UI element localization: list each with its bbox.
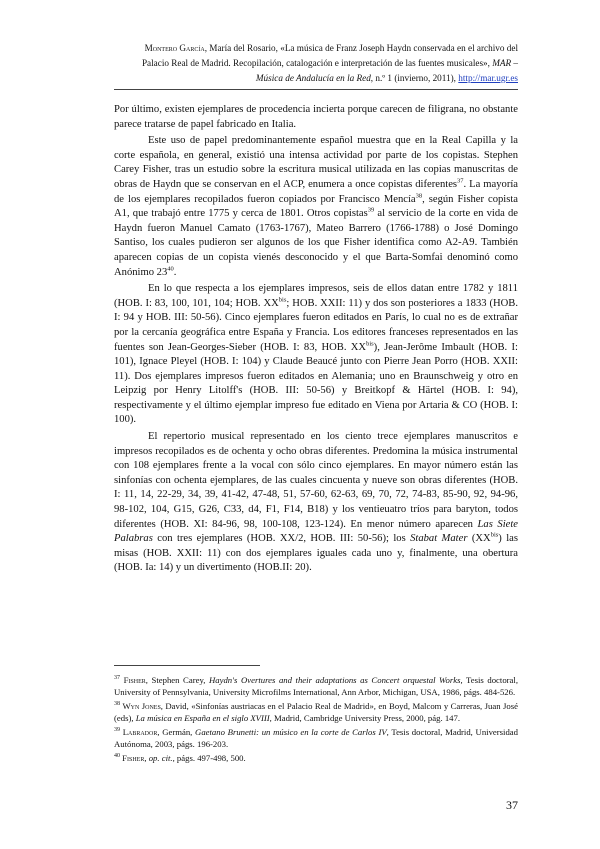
footnote-number: 39 xyxy=(114,726,120,733)
footnote-ref-39[interactable]: 39 xyxy=(367,206,375,214)
footnote-ref-38[interactable]: 38 xyxy=(415,192,423,200)
footnote-text: , David, «Sinfonías austriacas en el Palacio Real de Madrid», en Boyd, Malcom y Carreras, Juan José (eds), xyxy=(114,700,518,723)
superscript-bis: bis xyxy=(490,531,499,539)
header-divider xyxy=(114,89,518,90)
footnote-author: Wyn Jones xyxy=(122,700,161,711)
footnote-text: , Madrid, Cambridge University Press, 2000, pág. 147. xyxy=(269,712,461,723)
paragraph-3-text-c: ), Jean-Jerôme Imbault (HOB. I: 101), Ignace Pleyel (HOB. I: 104) y Claude Beaucé junto con Pierre Jean Porro (HOB. XXII: 11). Dos ejemplares impresos fueron editados en Alemania; uno en Braunschweig y otro en Leipzig por Henry Litolff's (HOB. III: 50-56) y Breitkopf & Härtel (HOB. I: 94), respectivamente y el último ejemplar impreso fue editado en Viena por Artaria & CO (HOB. I: 100). xyxy=(114,341,518,426)
running-header xyxy=(124,41,518,86)
footnote-divider xyxy=(114,665,260,666)
paragraph-2-text-a: Este uso de papel predominantemente español muestra que en la Real Capilla y la corte española, en general, existió una intensa actividad por parte de los copistas. Stephen Carey Fisher, tras un estudio sobre la escritura musical utilizada en las copias manuscritas de obras de Haydn que se conservan en el ACP, enumera a once copistas diferentes xyxy=(114,135,518,190)
paragraph-4 xyxy=(114,430,518,576)
footnote-title: La música en España en el siglo XVIII xyxy=(135,712,270,723)
footnote-number: 37 xyxy=(114,675,120,681)
work-title-stabat-mater: Stabat Mater xyxy=(410,533,468,545)
header-citation-start: , María del Rosario, «La música de Franz Joseph Haydn conservada en el archivo del Palacio Real de Madrid. Recopilación, catalogación e interpretación de las fuentes musicales», xyxy=(141,43,518,68)
paragraph-1-text: Por último, existen ejemplares de procedencia incierta porque carecen de filigrana, no obstante parece tratarse de papel fabricado en Italia. xyxy=(114,104,518,130)
footnote-title: Haydn's Overtures and their adaptations as Concert orquestal Works xyxy=(208,674,461,685)
footnote-text: , Stephen Carey, xyxy=(145,674,209,685)
footnote-text: , xyxy=(144,752,149,763)
page-number: 37 xyxy=(506,798,518,812)
footnote-author: Fisher xyxy=(122,752,145,763)
footnote-38 xyxy=(114,698,518,724)
footnote-title: Gaetano Brunetti: un músico en la corte de Carlos IV xyxy=(195,726,387,737)
footnote-number: 40 xyxy=(114,752,120,759)
footnote-40 xyxy=(114,750,518,764)
footnotes xyxy=(114,672,518,764)
paragraph-4-text-c: (XX xyxy=(467,533,491,545)
superscript-bis: bis xyxy=(278,296,287,304)
header-author: Montero García xyxy=(144,43,205,53)
footnote-number: 38 xyxy=(114,700,120,707)
paragraph-2 xyxy=(114,134,518,280)
paragraph-2-text-b: . La mayoría de los ejemplares recopilados fueron copiados por Francisco Mencía xyxy=(114,178,518,205)
footnote-text: , págs. 497-498, 500. xyxy=(172,752,246,763)
superscript-bis: bis xyxy=(366,339,374,347)
paragraph-1 xyxy=(114,103,518,132)
work-title-siete-palabras: Las Siete Palabras xyxy=(114,518,518,545)
footnote-author: Fisher xyxy=(123,674,146,685)
footnote-37 xyxy=(114,672,518,698)
paragraph-2-text-e: . xyxy=(173,266,177,278)
paragraph-3 xyxy=(114,282,518,428)
header-journal: MAR – Música de Andalucía en la Red xyxy=(255,58,518,83)
paragraph-4-text-d: ) las misas (HOB. XXII: 11) con dos ejemplares iguales cada uno y, finalmente, una obertura (HOB. Ia: 14) y un divertimento (HOB.II: 20). xyxy=(114,533,518,574)
header-citation-end: , n.º 1 (invierno, 2011), xyxy=(370,73,459,83)
footnote-text: , Tesis doctoral, University of Pennsylvania, University Microfilms International, Ann Arbor, Michigan, USA, 1986, págs. 484-526. xyxy=(114,674,518,697)
paragraph-2-text-d: al servicio de la corte en vida de Haydn fueron Manuel Camato (1763-1767), Mateo Barrero (1766-1788) o José Domingo Santiso, los cuales pudieron ser algunos de los que Fisher identifica como A2-A9. También aparecen copias de un copista vienés desconocido y el que Barta-Somfai denominó como Anónimo 23 xyxy=(114,208,519,278)
paragraph-4-text-b: con tres ejemplares (HOB. XX/2, HOB. III: 50-56); los xyxy=(152,533,411,545)
footnote-title: op. cit. xyxy=(148,752,173,763)
paragraph-4-text-a: El repertorio musical representado en los ciento trece ejemplares manuscritos e impresos recopilados es de ochenta y ocho obras diferentes. Predomina la música instrumental con 108 ejemplares frente a la vocal con sólo cinco ejemplares. En mayor número están las sinfonías con ochenta ejemplares, de las cuales cincuenta y nueve son obras diferentes (HOB. I: 11, 14, 22-29, 34, 39, 41-42, 47-48, 51, 57-60, 62-63, 69, 70, 72, 74-83, 85-90, 92, 94-96, 98-102, 104, G15, G26, C33, d4, F1, F14, B18) y los ventieuatro tríos para baryton, todos diferentes (HOB. XI: 84-96, 98, 100-108, 123-124). En menor número aparecen xyxy=(114,431,518,530)
header-link[interactable]: http://mar.ugr.es xyxy=(458,73,518,83)
paragraph-3-text-b: ; HOB. XXII: 11) y dos son posteriores a 1833 (HOB. I: 94 y HOB. III: 50-56). Cinco ejemplares fueron editados en París, lo cual no es de extrañar por la cercanía geográfica entre España y Francia. Los editores franceses representados en las fuentes son Jean-Georges-Sieber (HOB. I: 83, HOB. XX xyxy=(114,297,518,353)
footnote-text: , Tesis doctoral, Madrid, Universidad Autónoma, 2003, págs. 196-203. xyxy=(114,726,519,749)
body-text xyxy=(114,103,518,578)
paragraph-2-text-c: , según Fisher copista A1, que trabajó entre 1775 y cerca de 1801. Otros copistas xyxy=(114,193,518,220)
footnote-ref-40[interactable]: 40 xyxy=(167,265,174,272)
footnote-ref-37[interactable]: 37 xyxy=(457,177,464,185)
footnote-text: , Germán, xyxy=(157,726,196,737)
paragraph-3-text-a: En lo que respecta a los ejemplares impresos, seis de ellos datan entre 1782 y 1811 (HOB. I: 83, 100, 101, 104; HOB. XX xyxy=(114,283,518,309)
footnote-author: Labrador xyxy=(122,726,158,737)
footnote-39 xyxy=(114,724,518,750)
